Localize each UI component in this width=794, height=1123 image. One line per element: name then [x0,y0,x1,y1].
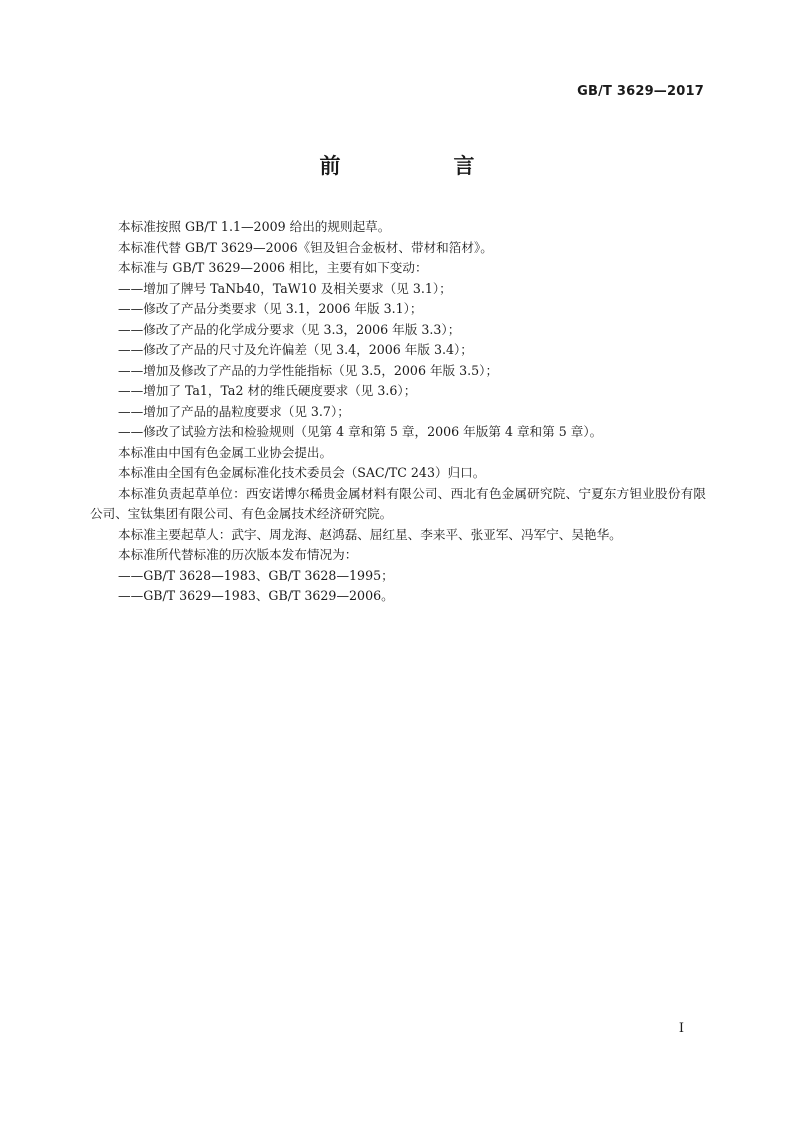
change-item: ——增加及修改了产品的力学性能指标（见 3.5，2006 年版 3.5）； [118,362,499,378]
change-item: ——增加了牌号 TaNb40，TaW10 及相关要求（见 3.1）； [118,280,452,296]
page-number: I [678,1021,684,1036]
standard-code: GB/T 3629—2017 [577,84,704,99]
paragraph-drafters: 本标准主要起草人：武宇、周龙海、赵鸿磊、屈红星、李来平、张亚军、冯军宁、吴艳华。 [118,526,622,542]
change-item: ——修改了产品分类要求（见 3.1，2006 年版 3.1）； [118,301,423,316]
paragraph-proposed-by: 本标准由中国有色金属工业协会提出。 [118,444,333,460]
paragraph-changes-intro: 本标准与 GB/T 3629—2006 相比，主要有如下变动： [118,260,428,275]
history-item: ——GB/T 3628—1983、GB/T 3628—1995； [118,567,394,583]
change-item: ——修改了产品的化学成分要求（见 3.3，2006 年版 3.3）； [118,321,461,337]
change-item: ——增加了 Ta1，Ta2 材的维氏硬度要求（见 3.6）； [118,383,417,398]
page-title: 前 言 [319,154,521,178]
paragraph-drafting-units: 本标准负责起草单位：西安诺博尔稀贵金属材料有限公司、西北有色金属研究院、宁夏东方钽业股份有限公司、宝钛集团有限公司、有色金属技术经济研究院。 [90,485,706,521]
paragraph-history-intro: 本标准所代替标准的历次版本发布情况为： [118,547,358,562]
foreword-body [90,217,706,607]
history-item: ——GB/T 3629—1983、GB/T 3629—2006。 [118,588,394,603]
paragraph-replaces: 本标准代替 GB/T 3629—2006《钽及钽合金板材、带材和箔材》。 [118,239,493,255]
change-item: ——修改了试验方法和检验规则（见第 4 章和第 5 章，2006 年版第 4 章和第 5 章）。 [118,424,603,439]
paragraph-drafting-rules: 本标准按照 GB/T 1.1—2009 给出的规则起草。 [118,219,391,234]
change-item: ——增加了产品的晶粒度要求（见 3.7）； [118,403,350,419]
paragraph-centralized-by: 本标准由全国有色金属标准化技术委员会（SAC/TC 243）归口。 [118,465,486,480]
change-item: ——修改了产品的尺寸及允许偏差（见 3.4，2006 年版 3.4）； [118,342,473,357]
